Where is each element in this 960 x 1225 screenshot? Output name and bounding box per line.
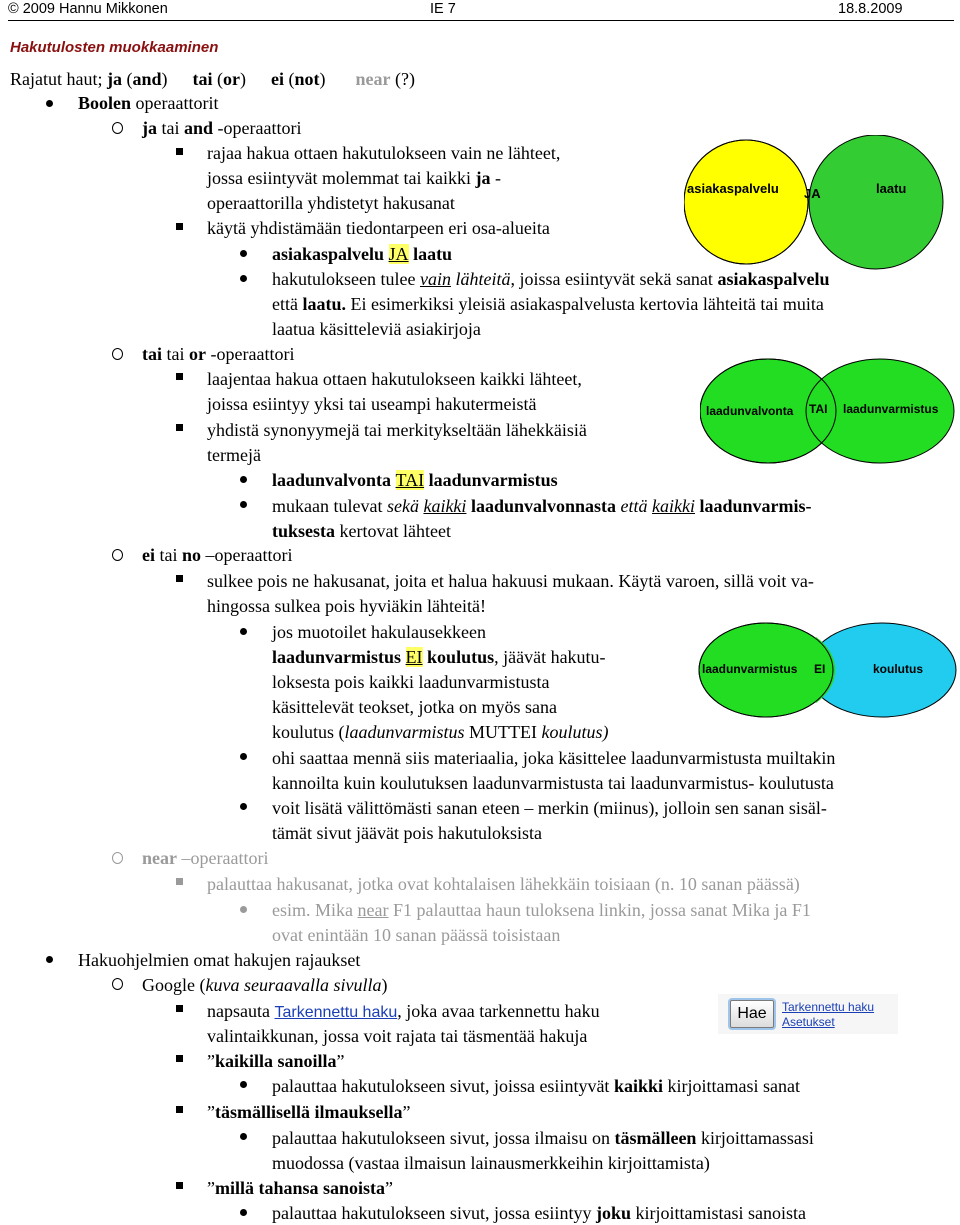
text-line: laajentaa hakua ottaen hakutulokseen kaikki lähteet,	[207, 369, 582, 389]
header-center: IE 7	[430, 1, 456, 17]
page-header	[0, 0, 960, 22]
text-line: operaattorilla yhdistetyt hakusanat	[207, 193, 455, 213]
bullet-ring	[112, 348, 123, 360]
venn-diagram-ei	[698, 622, 958, 720]
text-line: koulutus (laadunvarmistus MUTTEI koulutus)	[272, 722, 609, 742]
text-line: Boolen operaattorit	[78, 93, 219, 113]
bullet-square	[176, 1055, 183, 1062]
text-line: tämät sivut jäävät pois hakutuloksista	[272, 823, 542, 843]
bullet-dot	[240, 1133, 247, 1140]
venn-left-label: asiakaspalvelu	[687, 181, 779, 196]
bullet-ring	[112, 549, 123, 561]
bullet-dot	[46, 100, 53, 107]
venn-right-circle	[809, 135, 943, 269]
section-title: Hakutulosten muokkaaminen	[10, 39, 219, 56]
text-line: joissa esiintyy yksi tai useampi hakutermeistä	[207, 394, 537, 414]
bullet-square	[176, 373, 183, 380]
bullet-dot	[240, 501, 247, 508]
text-line: tai tai or -operaattori	[142, 344, 295, 364]
bullet-dot	[46, 956, 53, 963]
text-line: esim. Mika near F1 palauttaa haun tuloksena linkin, jossa sanat Mika ja F1	[272, 900, 811, 920]
venn-right-label: laadunvarmistus	[843, 402, 939, 416]
bullet-dot	[240, 628, 247, 635]
bullet-dot	[240, 476, 247, 483]
text-line: palauttaa hakusanat, jotka ovat kohtalaisen lähekkäin toisiaan (n. 10 sanan päässä)	[207, 874, 800, 894]
venn-diagram-ja	[684, 135, 954, 270]
text-line: termejä	[207, 445, 261, 465]
bullet-dot	[240, 753, 247, 760]
venn-left-circle	[684, 140, 808, 264]
text-line: Google (kuva seuraavalla sivulla)	[142, 975, 388, 995]
text-line: napsauta Tarkennettu haku, joka avaa tarkennettu haku	[207, 1001, 600, 1021]
text-line: rajaa hakua ottaen hakutulokseen vain ne lähteet,	[207, 143, 561, 163]
venn-mid-label: TAI	[809, 402, 828, 416]
text-line: asiakaspalvelu JA laatu	[272, 244, 453, 264]
text-line: near –operaattori	[142, 848, 269, 868]
text-line: ohi saattaa mennä siis materiaalia, joka käsittelee laadunvarmistusta muiltakin	[272, 748, 836, 768]
bullet-dot	[240, 1209, 247, 1216]
text-line: ei tai no –operaattori	[142, 545, 293, 565]
text-line: ”täsmällisellä ilmauksella”	[207, 1102, 411, 1122]
advanced-search-link[interactable]: Tarkennettu haku	[274, 1004, 398, 1021]
text-line: ja tai and -operaattori	[142, 118, 302, 138]
text-line: laadunvarmistus EI koulutus, jäävät hakutu-	[272, 647, 606, 667]
text-line: laatua käsitteleviä asiakirjoja	[272, 319, 481, 339]
text-line: yhdistä synonyymejä tai merkitykseltään lähekkäisiä	[207, 420, 587, 440]
bullet-dot	[240, 1081, 247, 1088]
header-copyright: © 2009 Hannu Mikkonen	[8, 1, 168, 17]
text-line: käytä yhdistämään tiedontarpeen eri osa-alueita	[207, 218, 550, 238]
venn-mid-label: JA	[804, 186, 821, 201]
text-line: tuksesta kertovat lähteet	[272, 521, 451, 541]
text-line: palauttaa hakutulokseen sivut, jossa esiintyy joku kirjoittamistasi sanoista	[272, 1203, 806, 1223]
bullet-square	[176, 148, 183, 155]
bullet-ring	[112, 978, 123, 990]
bullet-square	[176, 878, 183, 885]
text-line: Hakuohjelmien omat hakujen rajaukset	[78, 950, 361, 970]
text-line: että laatu. Ei esimerkiksi yleisiä asiakaspalvelusta kertovia lähteitä tai muita	[272, 294, 824, 314]
text-line: laadunvalvonta TAI laadunvarmistus	[272, 470, 558, 490]
bullet-dot	[240, 275, 247, 282]
bullet-ring	[112, 852, 123, 864]
venn-diagram-tai	[700, 358, 956, 464]
header-date: 18.8.2009	[838, 1, 903, 17]
venn-left-label: laadunvarmistus	[702, 662, 798, 676]
text-line: kannoilta kuin koulutuksen laadunvarmistusta tai laadunvarmistus- koulutusta	[272, 773, 834, 793]
bullet-square	[176, 1182, 183, 1189]
text-line: sulkee pois ne hakusanat, joita et halua hakuusi mukaan. Käytä varoen, sillä voit va-	[207, 571, 814, 591]
text-line: mukaan tulevat sekä kaikki laadunvalvonnasta että kaikki laadunvarmis-	[272, 496, 812, 516]
bullet-square	[176, 1106, 183, 1113]
bullet-square	[176, 424, 183, 431]
venn-mid-label: EI	[814, 662, 826, 676]
bullet-square	[176, 1005, 183, 1012]
text-line: jossa esiintyvät molemmat tai kaikki ja -	[207, 168, 501, 188]
text-line: käsittelevät teokset, jotka on myös sana	[272, 697, 557, 717]
venn-right-label: koulutus	[873, 662, 923, 676]
bullet-square	[176, 223, 183, 230]
intro-line: Rajatut haut; ja (and) tai (or) ei (not) near (?)	[10, 69, 416, 89]
text-line: loksesta pois kaikki laadunvarmistusta	[272, 672, 550, 692]
text-line: valintaikkunan, jossa voit rajata tai täsmentää hakuja	[207, 1026, 588, 1046]
bullet-ring	[112, 122, 123, 134]
text-line: hingossa sulkea pois hyviäkin lähteitä!	[207, 596, 486, 616]
bullet-square	[176, 575, 183, 582]
text-line: palauttaa hakutulokseen sivut, jossa ilmaisu on täsmälleen kirjoittamassasi	[272, 1128, 814, 1148]
venn-left-label: laadunvalvonta	[706, 404, 794, 418]
bullet-dot	[240, 803, 247, 810]
text-line: muodossa (vastaa ilmaisun lainausmerkkeihin kirjoittamista)	[272, 1153, 710, 1173]
text-line: ovat enintään 10 sanan päässä toisistaan	[272, 925, 561, 945]
google-links	[782, 1000, 874, 1030]
header-divider	[8, 20, 954, 21]
text-line: jos muotoilet hakulausekkeen	[272, 622, 486, 642]
advanced-search-link[interactable]: Tarkennettu haku	[782, 1000, 875, 1014]
text-line: ”millä tahansa sanoista”	[207, 1178, 394, 1198]
text-line: ”kaikilla sanoilla”	[207, 1051, 345, 1071]
settings-link[interactable]: Asetukset	[782, 1015, 835, 1029]
text-line: palauttaa hakutulokseen sivut, joissa esiintyvät kaikki kirjoittamasi sanat	[272, 1076, 800, 1096]
venn-right-label: laatu	[876, 181, 907, 196]
bullet-dot	[240, 906, 247, 913]
text-line: voit lisätä välittömästi sanan eteen – merkin (miinus), jolloin sen sanan sisäl-	[272, 798, 827, 818]
search-button[interactable]: Hae	[730, 1000, 774, 1028]
bullet-dot	[240, 250, 247, 257]
text-line: hakutulokseen tulee vain lähteitä, joissa esiintyvät sekä sanat asiakaspalvelu	[272, 269, 830, 289]
